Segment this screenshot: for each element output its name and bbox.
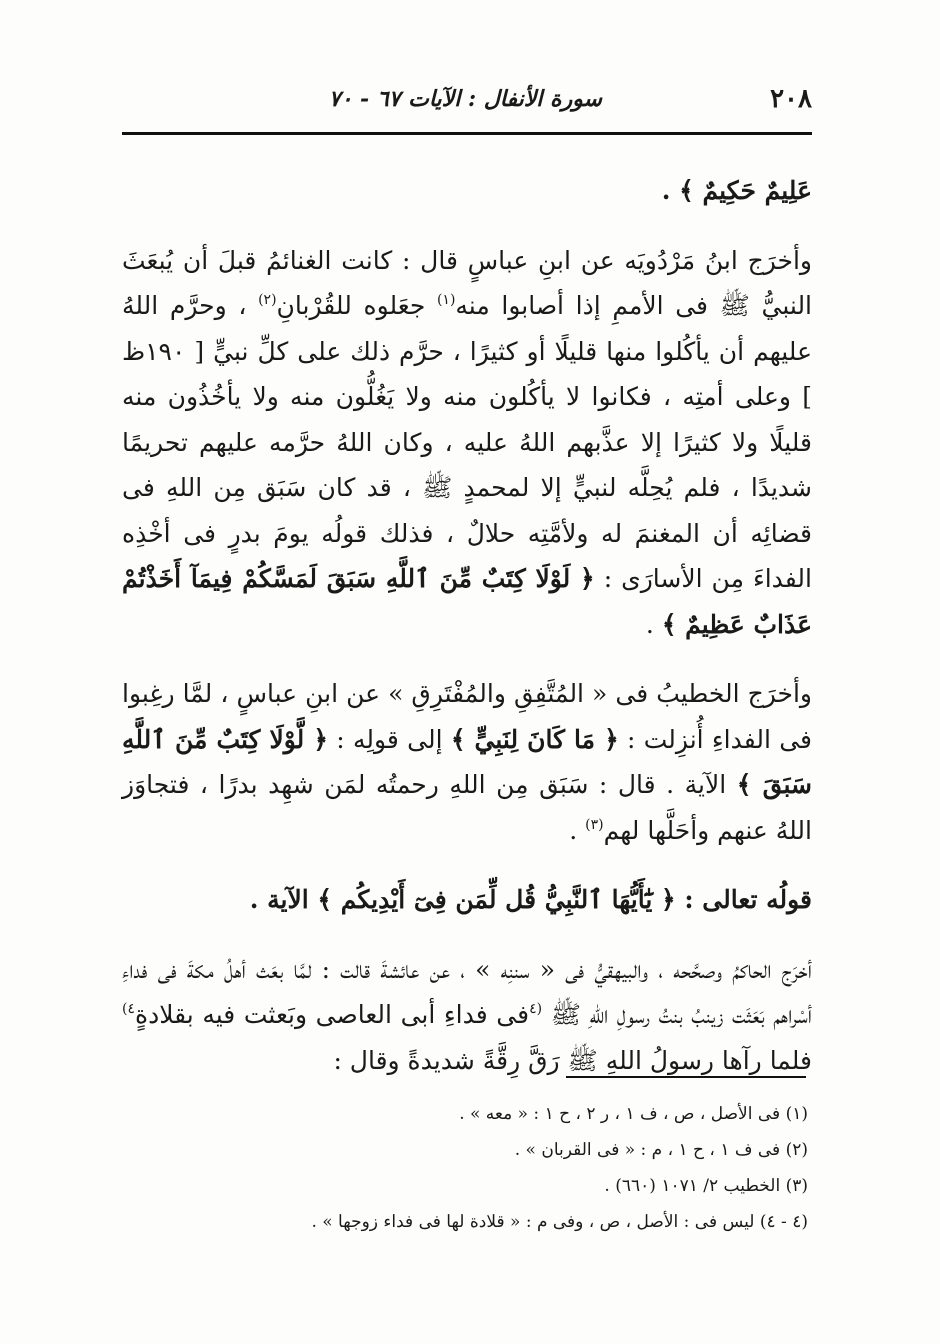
text-run: وأخرَج الخطيبُ فى « المُتَّفِقِ والمُفْتَرِقِ » عن ابنِ عباسٍ ، لمَّا رغِبوا فى الفداءِ أُنزِلت : — [122, 679, 812, 754]
footnote-4: (٤ - ٤) ليس فى : الأصل ، ص ، وفى م : « قلادة لها فى فداء زوجها » . — [311, 1212, 808, 1232]
verse-text: ﴿ لَّوْلَا كِتَبٌ مِّنَ ٱللَّهِ سَبَقَ ﴾ — [122, 724, 812, 799]
footnotes — [122, 1096, 808, 1240]
text-run: جعَلوه للقُرْبانِ — [276, 291, 437, 320]
paragraph-al-hakim — [122, 947, 812, 1084]
footnote-separator — [566, 1076, 806, 1078]
footnote-1: (١) فى الأصل ، ص ، ف ١ ، ر ٢ ، ح ١ : « معه » . — [459, 1104, 808, 1124]
footnote-3: (٣) الخطيب ٢/ ١٠٧١ (٦٦٠) . — [604, 1176, 808, 1196]
text-run: . — [645, 609, 662, 639]
page-header — [122, 80, 812, 120]
text-run: إلى قولِه : — [327, 724, 451, 754]
main-text — [122, 168, 812, 1083]
paragraph-verse-end — [122, 168, 812, 214]
text-run: الآية . قال : سَبَق مِن اللهِ رحمتُه لمَن شهِد بدرًا ، فتجاوَز اللهُ عنهم وأحَلَّها لهم — [122, 770, 812, 845]
heading-end: الآية . — [249, 885, 318, 914]
verse-text: ﴿ لَوْلَا كِتَبٌ مِّنَ ٱللَّهِ سَبَقَ لَمَسَّكُمْ فِيمَآ أَخَذْتُمْ عَذَابٌ عَظِيمٌ ﴾ — [122, 564, 812, 639]
paragraph-ibn-mardawayh — [122, 238, 812, 648]
text-run: فلما رآها رسولُ اللهِ ﷺ رَقَّ رِقَّةً شديدةً وقال : — [333, 1045, 812, 1075]
footnote-ref: (٣) — [585, 816, 604, 833]
heading-label: قولُه تعالى : — [675, 885, 812, 914]
paragraph-al-khatib — [122, 671, 812, 853]
footnote-ref: (١) — [436, 292, 456, 308]
running-title: سورة الأنفال : الآيات ٦٧ - ٧٠ — [328, 86, 602, 112]
text-run: أخرَج الحاكمُ وصحَّحه ، والبيهقيُّ فى « سننِه » ، عن عائشةَ قالت : لمَّا بعَث أهلُ مكةَ فى فداءِ أسْراهم بَعَثَت زينبُ بنتُ رسولِ اللهِ ﷺ — [122, 954, 812, 1029]
text-run: وأخرَج ابنُ مَرْدُويَه عن ابنِ عباسٍ قال : كانت الغنائمُ قبلَ أن يُبعَثَ النبيُّ ﷺ فى الأممِ إذا أصابوا منه — [122, 245, 813, 320]
footnote-2: (٢) فى ف ١ ، ح ١ ، م : « فى القربان » . — [514, 1140, 808, 1160]
header-rule — [122, 132, 812, 135]
text-run: . — [569, 815, 586, 845]
text-run: فى فداءِ أبى العاصى وبَعثت فيه بقلادةٍ — [135, 1000, 530, 1029]
footnote-ref: (٤ — [529, 1001, 543, 1017]
section-heading — [122, 877, 812, 923]
footnote-ref: ٤) — [122, 1001, 135, 1017]
verse-text: عَلِيمٌ حَكِيمٌ ﴾ . — [661, 176, 812, 205]
text-run: ، وحرَّم اللهُ عليهم أن يأكُلوا منها قليلًا أو كثيرًا ، حرَّم ذلك على كلِّ نبيٍّ [ ١٩٠ظ ] وعلى أمتِه ، فكانوا لا يأكُلون منه ولا يَغُلُّون منه ولا يأخُذُون منه قليلًا ولا كثيرًا إلا عذَّبهم اللهُ عليه ، وكان اللهُ حرَّمه عليهم تحريمًا شديدًا ، فلم يُحِلَّه لنبيٍّ إلا لمحمدٍ ﷺ ، قد كان سَبَق مِن اللهِ فى قضائِه أن المغنمَ له ولأمَّتِه حلالٌ ، فذلك قولُه يومَ بدرٍ فى أخْذِه الفداءَ مِن الأسارَى : — [122, 291, 812, 593]
verse-text: ﴿ يَٰٓأَيُّهَا ٱلنَّبِيُّ قُل لِّمَن فِىٓ أَيْدِيكُم ﴾ — [317, 885, 676, 914]
page-number: ٢٠٨ — [770, 84, 812, 114]
footnote-ref: (٢) — [258, 292, 277, 308]
verse-text: ﴿ مَا كَانَ لِنَبِيٍّ ﴾ — [450, 724, 619, 754]
